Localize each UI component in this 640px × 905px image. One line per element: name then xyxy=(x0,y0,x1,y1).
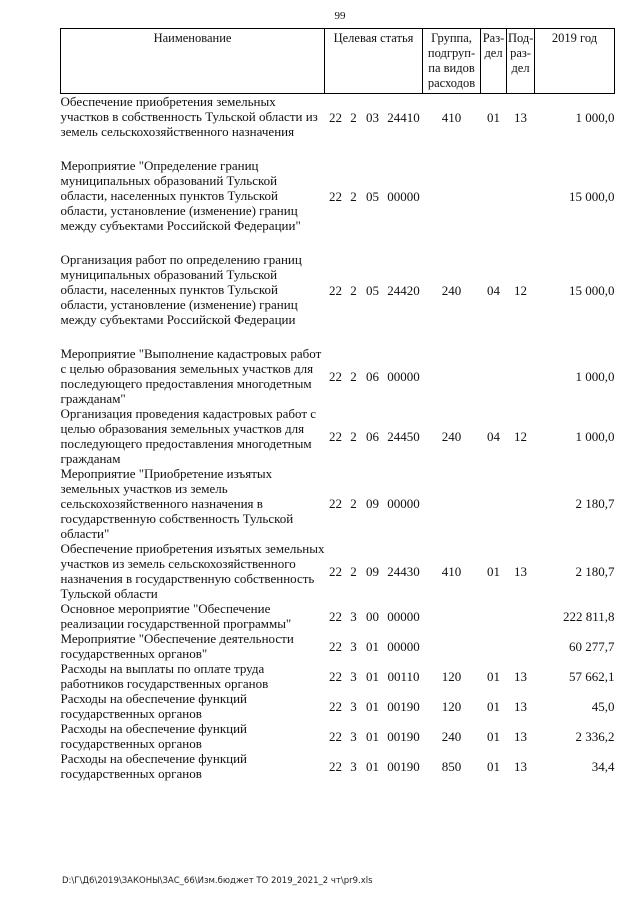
section-code: 04 xyxy=(487,428,501,444)
target-article-direction: 24430 xyxy=(387,563,420,579)
expense-group-code xyxy=(423,346,481,406)
target-article-subprogram: 2 xyxy=(350,109,357,125)
target-article-direction: 00000 xyxy=(387,638,420,654)
target-article-subprogram: 3 xyxy=(350,758,357,774)
target-article-activity: 01 xyxy=(366,728,379,744)
target-article-subprogram: 2 xyxy=(350,282,357,298)
amount-2019: 1 000,0 xyxy=(575,368,615,384)
expense-group-code: 410 xyxy=(441,563,462,579)
amount-2019: 15 000,0 xyxy=(569,282,615,298)
target-article-program: 22 xyxy=(329,698,342,714)
table-row xyxy=(61,661,615,691)
target-article-direction: 00000 xyxy=(387,496,420,511)
header-subsection: Под-раз-дел xyxy=(507,29,535,94)
section-code: 01 xyxy=(487,668,501,684)
target-article-activity: 01 xyxy=(366,758,379,774)
target-article-activity: 06 xyxy=(366,428,379,444)
target-article-activity: 03 xyxy=(366,109,379,125)
table-row xyxy=(61,406,615,466)
target-article-program: 22 xyxy=(329,563,342,579)
target-article-program: 22 xyxy=(329,638,342,654)
subsection-code xyxy=(507,601,535,631)
page-number: 99 xyxy=(334,10,346,22)
amount-2019: 2 180,7 xyxy=(575,496,615,511)
expense-group-code xyxy=(423,466,481,541)
section-code: 01 xyxy=(487,109,501,125)
header-name: Наименование xyxy=(61,29,325,94)
subsection-code xyxy=(507,631,535,661)
expense-group-code: 410 xyxy=(441,109,462,125)
target-article-program: 22 xyxy=(329,109,342,125)
section-code: 01 xyxy=(487,758,501,774)
expense-group-code: 850 xyxy=(441,758,462,774)
subsection-code: 13 xyxy=(514,758,528,774)
section-code xyxy=(481,346,507,406)
amount-2019: 60 277,7 xyxy=(569,638,615,654)
target-article-program: 22 xyxy=(329,188,342,204)
table-row xyxy=(61,751,615,781)
subsection-code xyxy=(507,158,535,252)
subsection-code xyxy=(507,346,535,406)
target-article-program: 22 xyxy=(329,668,342,684)
section-code xyxy=(481,631,507,661)
target-article-direction: 00000 xyxy=(387,608,420,624)
row-name: Мероприятие "Приобретение изъятых земельных участков из земель сельскохозяйственного назначения в государственную собственность Тульской области" xyxy=(60,466,294,541)
row-name: Обеспечение приобретения изъятых земельных участков из земель сельскохозяйственного назначения в государственную собственность Тульской области xyxy=(60,541,325,601)
table-row xyxy=(61,346,615,406)
expense-group-code: 240 xyxy=(441,728,462,744)
table-row xyxy=(61,94,615,159)
target-article-direction: 00190 xyxy=(387,728,420,744)
target-article-subprogram: 3 xyxy=(350,698,357,714)
section-code: 01 xyxy=(487,698,501,714)
subsection-code: 13 xyxy=(514,728,528,744)
budget-table xyxy=(60,28,615,781)
amount-2019: 1 000,0 xyxy=(575,428,615,444)
subsection-code: 12 xyxy=(514,428,528,444)
subsection-code: 13 xyxy=(514,698,528,714)
row-name: Обеспечение приобретения земельных участков в собственность Тульской области из земель сельскохозяйственного назначения xyxy=(60,94,318,139)
table-header-row xyxy=(61,29,615,94)
amount-2019: 1 000,0 xyxy=(575,109,615,125)
table-row xyxy=(61,252,615,346)
row-name: Расходы на обеспечение функций государственных органов xyxy=(60,691,248,721)
table-row xyxy=(61,466,615,541)
expense-group-code: 240 xyxy=(441,428,462,444)
target-article-subprogram: 2 xyxy=(350,188,357,204)
target-article-activity: 01 xyxy=(366,668,379,684)
section-code: 01 xyxy=(487,563,501,579)
target-article-direction: 00110 xyxy=(387,668,420,684)
target-article-program: 22 xyxy=(329,368,342,384)
subsection-code: 13 xyxy=(514,109,528,125)
target-article-program: 22 xyxy=(329,496,342,511)
table-row xyxy=(61,601,615,631)
target-article-direction: 00000 xyxy=(387,368,420,384)
expense-group-code: 120 xyxy=(441,698,462,714)
subsection-code xyxy=(507,466,535,541)
row-name: Организация работ по определению границ муниципальных образований Тульской области, населенных пунктов Тульской области, установление (изменение) границ между субъектами Российской Федерации xyxy=(60,252,302,327)
header-section: Раз-дел xyxy=(481,29,507,94)
amount-2019: 222 811,8 xyxy=(562,608,615,624)
target-article-direction: 00190 xyxy=(387,758,420,774)
target-article-subprogram: 3 xyxy=(350,728,357,744)
header-target-article: Целевая статья xyxy=(325,29,423,94)
target-article-activity: 05 xyxy=(366,282,379,298)
target-article-activity: 00 xyxy=(366,608,379,624)
table-row xyxy=(61,541,615,601)
target-article-subprogram: 2 xyxy=(350,368,357,384)
row-name: Мероприятие "Определение границ муниципальных образований Тульской области, населенных пунктов Тульской области, установление (изменение) границ между субъектами Российской Федерации" xyxy=(60,158,301,233)
row-name: Организация проведения кадастровых работ с целью образования земельных участков для последующего предоставления многодетным гражданам xyxy=(60,406,317,466)
amount-2019: 45,0 xyxy=(591,698,615,714)
amount-2019: 2 180,7 xyxy=(575,563,615,579)
expense-group-code xyxy=(423,601,481,631)
target-article-direction: 00000 xyxy=(387,188,420,204)
target-article-program: 22 xyxy=(329,282,342,298)
amount-2019: 34,4 xyxy=(591,758,615,774)
subsection-code: 12 xyxy=(514,282,528,298)
target-article-activity: 05 xyxy=(366,188,379,204)
section-code xyxy=(481,601,507,631)
expense-group-code: 240 xyxy=(441,282,462,298)
target-article-program: 22 xyxy=(329,728,342,744)
target-article-activity: 06 xyxy=(366,368,379,384)
header-expense-group: Группа, подгруп-па видов расходов xyxy=(423,29,481,94)
row-name: Расходы на выплаты по оплате труда работников государственных органов xyxy=(60,661,269,691)
row-name: Мероприятие "Выполнение кадастровых работ с целью образования земельных участков для последующего предоставления многодетным гражданам" xyxy=(60,346,322,406)
section-code: 01 xyxy=(487,728,501,744)
target-article-activity: 01 xyxy=(366,698,379,714)
target-article-direction: 24450 xyxy=(387,428,420,444)
table-row xyxy=(61,158,615,252)
expense-group-code xyxy=(423,631,481,661)
target-article-subprogram: 3 xyxy=(350,608,357,624)
row-name: Расходы на обеспечение функций государственных органов xyxy=(60,751,248,781)
target-article-subprogram: 2 xyxy=(350,428,357,444)
target-article-activity: 01 xyxy=(366,638,379,654)
expense-group-code xyxy=(423,158,481,252)
section-code xyxy=(481,158,507,252)
amount-2019: 15 000,0 xyxy=(569,188,615,204)
section-code: 04 xyxy=(487,282,501,298)
row-name: Мероприятие "Обеспечение деятельности государственных органов" xyxy=(60,631,294,661)
subsection-code: 13 xyxy=(514,563,528,579)
target-article-direction: 24410 xyxy=(387,109,420,125)
target-article-direction: 00190 xyxy=(387,698,420,714)
target-article-program: 22 xyxy=(329,608,342,624)
target-article-subprogram: 2 xyxy=(350,496,357,511)
target-article-subprogram: 2 xyxy=(350,563,357,579)
file-path-footer: D:\Г\Д6\2019\ЗАКОНЫ\ЗАС_66\Изм.бюджет ТО 2019_2021_2 чт\pr9.xls xyxy=(62,876,373,886)
target-article-program: 22 xyxy=(329,428,342,444)
target-article-direction: 24420 xyxy=(387,282,420,298)
table-row xyxy=(61,631,615,661)
row-name: Расходы на обеспечение функций государственных органов xyxy=(60,721,248,751)
target-article-program: 22 xyxy=(329,758,342,774)
table-row xyxy=(61,691,615,721)
table-row xyxy=(61,721,615,751)
section-code xyxy=(481,466,507,541)
header-year: 2019 год xyxy=(535,29,615,94)
target-article-subprogram: 3 xyxy=(350,668,357,684)
target-article-subprogram: 3 xyxy=(350,638,357,654)
target-article-activity: 09 xyxy=(366,563,379,579)
row-name: Основное мероприятие "Обеспечение реализации государственной программы" xyxy=(60,601,292,631)
subsection-code: 13 xyxy=(514,668,528,684)
target-article-activity: 09 xyxy=(366,496,379,511)
expense-group-code: 120 xyxy=(441,668,462,684)
amount-2019: 57 662,1 xyxy=(569,668,615,684)
amount-2019: 2 336,2 xyxy=(575,728,615,744)
